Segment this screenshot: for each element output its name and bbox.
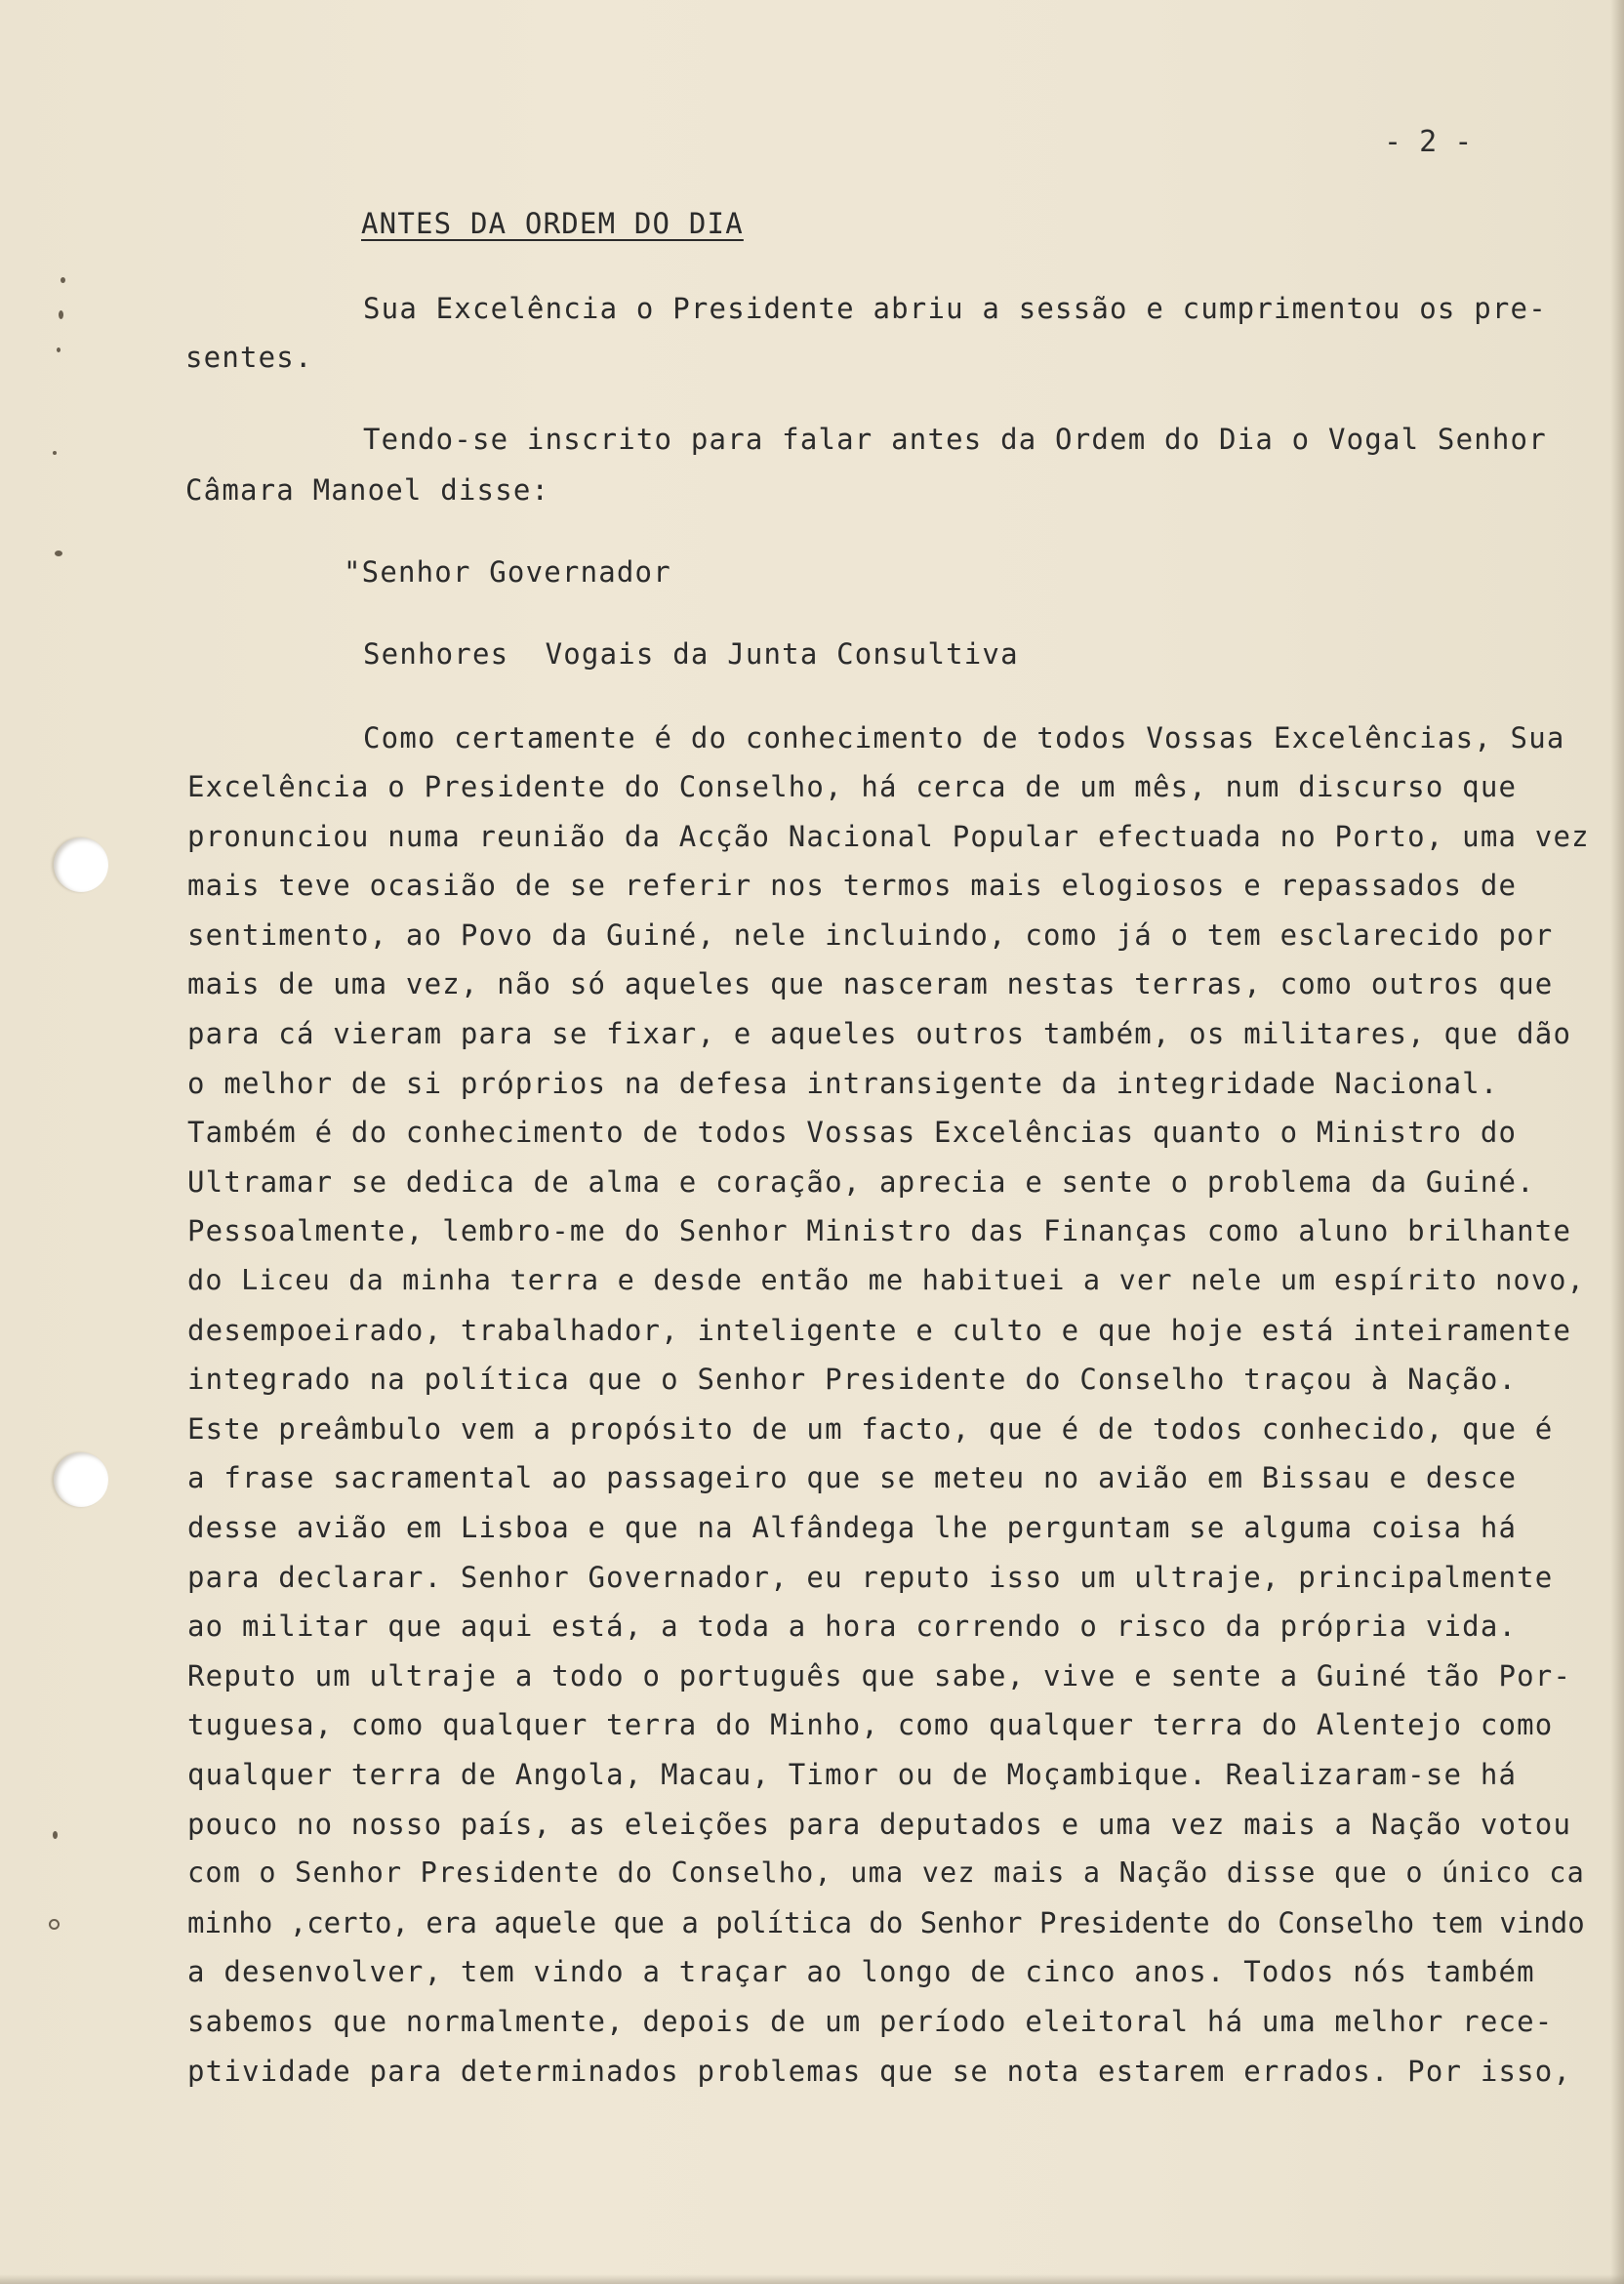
text-line: sentes. [185, 341, 313, 374]
text-line: Câmara Manoel disse: [185, 473, 550, 507]
text-line: mais teve ocasião de se referir nos termos mais elogiosos e repassados de [187, 869, 1518, 902]
text-line: pronunciou numa reunião da Acção Nacional Popular efectuada no Porto, uma vez [187, 820, 1590, 853]
text-line: minho ,certo, era aquele que a política do Senhor Presidente do Conselho tem vindo [187, 1906, 1585, 1939]
text-line: a desenvolver, tem vindo a traçar ao longo de cinco anos. Todos nós também [187, 1955, 1535, 1988]
text-line: o melhor de si próprios na defesa intransigente da integridade Nacional. [187, 1067, 1499, 1100]
text-line: a frase sacramental ao passageiro que se meteu no avião em Bissau e desce [187, 1461, 1518, 1494]
salutation-governor: "Senhor Governador [344, 555, 671, 589]
text-line: Também é do conhecimento de todos Vossas Excelências quanto o Ministro do [187, 1116, 1518, 1149]
text-line: mais de uma vez, não só aqueles que nasceram nestas terras, como outros que [187, 967, 1554, 1000]
text-line: Sua Excelência o Presidente abriu a sessão e cumprimentou os pre- [363, 292, 1547, 325]
text-line: para declarar. Senhor Governador, eu reputo isso um ultraje, principalmente [187, 1561, 1554, 1594]
text-line: sabemos que normalmente, depois de um período eleitoral há uma melhor rece- [187, 2005, 1554, 2038]
text-line: com o Senhor Presidente do Conselho, uma vez mais a Nação disse que o único ca [187, 1856, 1585, 1889]
text-line: ao militar que aqui está, a toda a hora correndo o risco da própria vida. [187, 1610, 1518, 1643]
text-line: Pessoalmente, lembro-me do Senhor Ministro das Finanças como aluno brilhante [187, 1214, 1572, 1247]
text-line: desse avião em Lisboa e que na Alfândega lhe perguntam se alguma coisa há [187, 1511, 1518, 1544]
text-line: tuguesa, como qualquer terra do Minho, como qualquer terra do Alentejo como [187, 1708, 1554, 1741]
text-line: Como certamente é do conhecimento de todos Vossas Excelências, Sua [363, 721, 1565, 755]
section-heading: ANTES DA ORDEM DO DIA [361, 207, 744, 240]
text-line: Reputo um ultraje a todo o português que sabe, vive e sente a Guiné tão Por- [187, 1659, 1572, 1693]
text-line: sentimento, ao Povo da Guiné, nele incluindo, como já o tem esclarecido por [187, 918, 1554, 952]
text-line: qualquer terra de Angola, Macau, Timor ou de Moçambique. Realizaram-se há [187, 1758, 1518, 1791]
text-line: Este preâmbulo vem a propósito de um facto, que é de todos conhecido, que é [187, 1412, 1554, 1446]
text-line: Excelência o Presidente do Conselho, há cerca de um mês, num discurso que [187, 770, 1518, 803]
text-line: desempoeirado, trabalhador, inteligente e culto e que hoje está inteiramente [187, 1314, 1572, 1347]
text-line: ptividade para determinados problemas que se nota estarem errados. Por isso, [187, 2055, 1572, 2088]
text-line: pouco no nosso país, as eleições para deputados e uma vez mais a Nação votou [187, 1808, 1572, 1841]
text-line: integrado na política que o Senhor Presidente do Conselho traçou à Nação. [187, 1363, 1518, 1396]
text-line: Ultramar se dedica de alma e coração, aprecia e sente o problema da Guiné. [187, 1165, 1535, 1199]
salutation-vogais: Senhores Vogais da Junta Consultiva [363, 637, 1019, 671]
page-number: - 2 - [1384, 125, 1473, 159]
text-line: Tendo-se inscrito para falar antes da Ordem do Dia o Vogal Senhor [363, 423, 1547, 456]
text-line: do Liceu da minha terra e desde então me habituei a ver nele um espírito novo, [187, 1264, 1585, 1296]
text-line: para cá vieram para se fixar, e aqueles outros também, os militares, que dão [187, 1017, 1572, 1050]
